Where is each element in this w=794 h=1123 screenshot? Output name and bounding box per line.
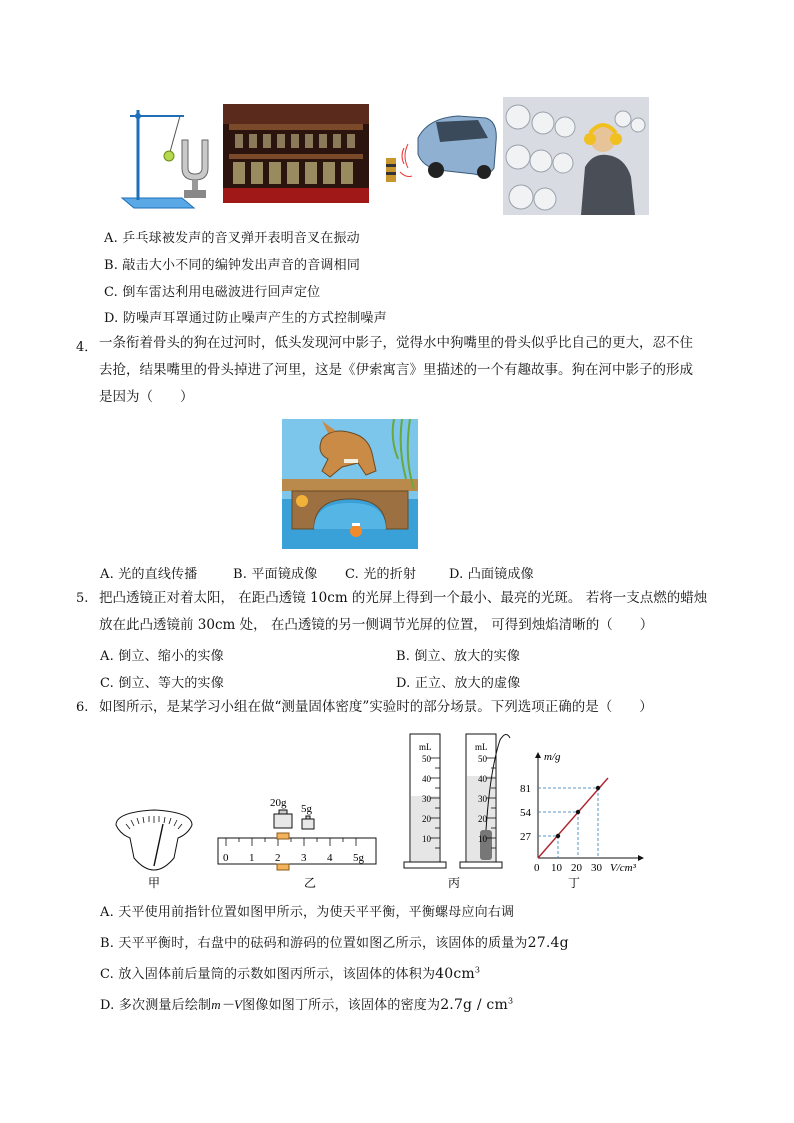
q3-option-d: D. 防噪声耳罩通过防止噪声产生的方式控制噪声: [104, 311, 387, 326]
q5-stem-line1: 把凸透镜正对着太阳， 在距凸透镜 10cm 的光屏上得到一个最小、最亮的光斑。 若将一支点燃的蜡烛: [99, 590, 708, 606]
weight-20g-label: 20g: [270, 797, 287, 809]
cyl1-tick-40: 40: [422, 774, 431, 784]
graph-xtick-10: 10: [551, 862, 562, 874]
q4-stem-line3: 是因为（ ）: [99, 389, 194, 405]
q6-number: 6.: [76, 700, 89, 715]
cyl2-tick-30: 30: [478, 794, 487, 804]
q6-option-c-text: C. 放入固体前后量筒的示数如图丙所示，该固体的体积为: [100, 967, 436, 982]
label-bing: 丙: [448, 876, 461, 890]
q4-stem-line2: 去抢，结果嘴里的骨头掉进了河里，这是《伊索寓言》里描述的一个有趣故事。狗在河中影子的形成: [99, 362, 693, 378]
graph-ytick-81: 81: [520, 783, 531, 795]
cyl2-tick-40: 40: [478, 774, 487, 784]
q3-option-a: A. 乒乓球被发声的音叉弹开表明音叉在振动: [104, 231, 360, 246]
q4-stem-line1: 一条衔着骨头的狗在过河时，低头发现河中影子，觉得水中狗嘴里的骨头似乎比自己的更大，忍不住: [99, 335, 693, 351]
graph-xtick-0: 0: [534, 862, 540, 874]
cyl1-tick-10: 10: [422, 834, 431, 844]
cyl2-unit: mL: [475, 742, 488, 752]
scale-tick-4: 4: [327, 852, 333, 864]
q6-option-d-text2: 图像如图丁所示，该固体的密度为: [242, 998, 441, 1013]
cyl2-tick-10: 10: [478, 834, 487, 844]
q4-number: 4．: [76, 340, 98, 355]
balance-dial: [116, 810, 192, 870]
graph-y-label: m/g: [544, 751, 561, 763]
cyl1-tick-50: 50: [422, 754, 431, 764]
q5-number: 5.: [76, 591, 89, 606]
mv-graph: [535, 752, 644, 861]
cyl1-tick-30: 30: [422, 794, 431, 804]
scale-tick-3: 3: [301, 852, 307, 864]
q6-option-d-text: D. 多次测量后绘制: [100, 998, 212, 1013]
q6-option-d-mv: m－V: [211, 997, 243, 1012]
reversing-radar-figure: [378, 108, 498, 194]
graph-x-label: V/cm³: [610, 862, 636, 874]
q6-option-d: [100, 994, 513, 1013]
q6-option-c-sup: 3: [474, 965, 481, 975]
q6-stem: 如图所示，是某学习小组在做“测量固体密度”实验时的部分场景。下列选项正确的是（ ）: [99, 699, 653, 715]
cyl2-tick-20: 20: [478, 814, 487, 824]
q6-option-d-sup: 3: [507, 996, 514, 1006]
q6-option-b: [100, 932, 569, 951]
q6-option-b-value: 27.4g: [527, 935, 569, 951]
bianzhong-bells-photo: [223, 104, 369, 203]
cyl1-tick-20: 20: [422, 814, 431, 824]
q6-option-b-text: B. 天平平衡时，右盘中的砝码和游码的位置如图乙所示，该固体的质量为: [100, 936, 528, 951]
q4-option-d: D. 凸面镜成像: [449, 567, 534, 582]
q6-figure: [108, 730, 648, 890]
dog-bridge-illustration: [282, 419, 418, 549]
label-jia: 甲: [148, 876, 161, 890]
cyl2-tick-50: 50: [478, 754, 487, 764]
q5-option-d: D. 正立、放大的虚像: [396, 676, 521, 691]
label-ding: 丁: [568, 876, 581, 890]
scale-tick-1: 1: [249, 852, 255, 864]
weight-5g-label: 5g: [301, 803, 312, 815]
q5-option-c: C. 倒立、等大的实像: [100, 676, 224, 691]
q6-option-d-value: 2.7g / cm: [440, 997, 508, 1013]
q5-option-a: A. 倒立、缩小的实像: [100, 649, 224, 664]
q4-option-c: C. 光的折射: [345, 567, 417, 582]
tuning-fork-figure: [120, 100, 212, 212]
q6-option-a: A. 天平使用前指针位置如图甲所示，为使天平平衡，平衡螺母应向右调: [100, 905, 515, 920]
q6-option-c-value: 40cm: [435, 966, 475, 982]
q4-option-a: A. 光的直线传播: [100, 567, 198, 582]
graph-ytick-27: 27: [520, 831, 531, 843]
q6-option-c: [100, 963, 480, 982]
label-yi: 乙: [304, 876, 317, 890]
scale-tick-2: 2: [275, 852, 281, 864]
graph-xtick-30: 30: [591, 862, 602, 874]
scale-tick-0: 0: [223, 852, 229, 864]
cyl1-unit: mL: [419, 742, 432, 752]
q3-option-c: C. 倒车雷达利用电磁波进行回声定位: [104, 285, 321, 300]
graph-xtick-20: 20: [571, 862, 582, 874]
q5-stem-line2: 放在此凸透镜前 30cm 处， 在凸透镜的另一侧调节光屏的位置， 可得到烛焰清晰的（ ）: [99, 617, 654, 633]
q5-option-b: B. 倒立、放大的实像: [396, 649, 521, 664]
graph-ytick-54: 54: [520, 807, 531, 819]
q3-option-b: B. 敲击大小不同的编钟发出声音的音调相同: [104, 258, 361, 273]
factory-worker-earmuffs-photo: [503, 97, 649, 215]
scale-tick-5g: 5g: [353, 852, 364, 864]
q4-option-b: B. 平面镜成像: [233, 567, 318, 582]
